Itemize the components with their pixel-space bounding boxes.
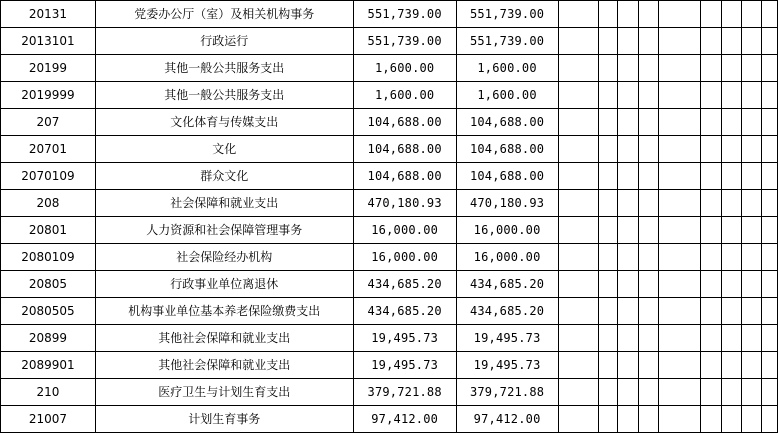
empty-cell bbox=[742, 82, 762, 109]
empty-cell bbox=[761, 352, 777, 379]
empty-cell bbox=[599, 55, 618, 82]
function-name-cell: 党委办公厅（室）及相关机构事务 bbox=[95, 1, 353, 28]
function-code-cell: 2089901 bbox=[1, 352, 96, 379]
empty-cell bbox=[742, 298, 762, 325]
empty-cell bbox=[659, 82, 701, 109]
function-name-cell: 计划生育事务 bbox=[95, 406, 353, 433]
empty-cell bbox=[722, 352, 742, 379]
empty-cell bbox=[558, 1, 599, 28]
empty-cell bbox=[639, 352, 659, 379]
total-amount-cell: 470,180.93 bbox=[353, 190, 456, 217]
function-name-cell: 文化 bbox=[95, 136, 353, 163]
empty-cell bbox=[599, 109, 618, 136]
empty-cell bbox=[701, 28, 722, 55]
total-amount-cell: 16,000.00 bbox=[353, 217, 456, 244]
empty-cell bbox=[761, 136, 777, 163]
empty-cell bbox=[659, 163, 701, 190]
function-name-cell: 医疗卫生与计划生育支出 bbox=[95, 379, 353, 406]
empty-cell bbox=[742, 325, 762, 352]
table-row bbox=[1, 55, 778, 82]
empty-cell bbox=[618, 406, 639, 433]
empty-cell bbox=[722, 1, 742, 28]
empty-cell bbox=[639, 82, 659, 109]
empty-cell bbox=[659, 271, 701, 298]
function-name-cell: 其他一般公共服务支出 bbox=[95, 55, 353, 82]
empty-cell bbox=[722, 271, 742, 298]
empty-cell bbox=[659, 217, 701, 244]
empty-cell bbox=[742, 352, 762, 379]
basic-expenditure-cell: 434,685.20 bbox=[456, 271, 558, 298]
empty-cell bbox=[742, 28, 762, 55]
empty-cell bbox=[558, 190, 599, 217]
empty-cell bbox=[742, 136, 762, 163]
basic-expenditure-cell: 16,000.00 bbox=[456, 244, 558, 271]
table-row bbox=[1, 298, 778, 325]
empty-cell bbox=[742, 1, 762, 28]
basic-expenditure-cell: 434,685.20 bbox=[456, 298, 558, 325]
empty-cell bbox=[701, 244, 722, 271]
empty-cell bbox=[701, 352, 722, 379]
function-code-cell: 20199 bbox=[1, 55, 96, 82]
table-row bbox=[1, 406, 778, 433]
empty-cell bbox=[618, 244, 639, 271]
empty-cell bbox=[742, 163, 762, 190]
empty-cell bbox=[761, 190, 777, 217]
table-row bbox=[1, 244, 778, 271]
basic-expenditure-cell: 1,600.00 bbox=[456, 82, 558, 109]
function-code-cell: 20131 bbox=[1, 1, 96, 28]
basic-expenditure-cell: 16,000.00 bbox=[456, 217, 558, 244]
table-row bbox=[1, 109, 778, 136]
table-row bbox=[1, 28, 778, 55]
function-code-cell: 2080505 bbox=[1, 298, 96, 325]
function-code-cell: 207 bbox=[1, 109, 96, 136]
basic-expenditure-cell: 551,739.00 bbox=[456, 28, 558, 55]
total-amount-cell: 434,685.20 bbox=[353, 271, 456, 298]
empty-cell bbox=[742, 271, 762, 298]
empty-cell bbox=[742, 379, 762, 406]
function-name-cell: 行政运行 bbox=[95, 28, 353, 55]
function-code-cell: 208 bbox=[1, 190, 96, 217]
function-name-cell: 行政事业单位离退休 bbox=[95, 271, 353, 298]
empty-cell bbox=[742, 190, 762, 217]
function-code-cell: 20801 bbox=[1, 217, 96, 244]
empty-cell bbox=[659, 28, 701, 55]
empty-cell bbox=[618, 109, 639, 136]
empty-cell bbox=[701, 271, 722, 298]
empty-cell bbox=[618, 136, 639, 163]
total-amount-cell: 379,721.88 bbox=[353, 379, 456, 406]
empty-cell bbox=[701, 163, 722, 190]
empty-cell bbox=[599, 217, 618, 244]
table-row bbox=[1, 163, 778, 190]
empty-cell bbox=[618, 163, 639, 190]
table-row bbox=[1, 82, 778, 109]
empty-cell bbox=[618, 1, 639, 28]
empty-cell bbox=[558, 28, 599, 55]
basic-expenditure-cell: 551,739.00 bbox=[456, 1, 558, 28]
empty-cell bbox=[701, 109, 722, 136]
basic-expenditure-cell: 104,688.00 bbox=[456, 136, 558, 163]
function-name-cell: 社会保险经办机构 bbox=[95, 244, 353, 271]
empty-cell bbox=[701, 325, 722, 352]
empty-cell bbox=[618, 271, 639, 298]
empty-cell bbox=[701, 190, 722, 217]
function-name-cell: 社会保障和就业支出 bbox=[95, 190, 353, 217]
empty-cell bbox=[701, 55, 722, 82]
function-code-cell: 210 bbox=[1, 379, 96, 406]
empty-cell bbox=[558, 325, 599, 352]
empty-cell bbox=[599, 136, 618, 163]
table-row bbox=[1, 271, 778, 298]
empty-cell bbox=[618, 298, 639, 325]
empty-cell bbox=[659, 298, 701, 325]
empty-cell bbox=[618, 190, 639, 217]
empty-cell bbox=[618, 352, 639, 379]
function-name-cell: 其他社会保障和就业支出 bbox=[95, 352, 353, 379]
empty-cell bbox=[639, 28, 659, 55]
empty-cell bbox=[659, 55, 701, 82]
empty-cell bbox=[558, 352, 599, 379]
function-name-cell: 机构事业单位基本养老保险缴费支出 bbox=[95, 298, 353, 325]
empty-cell bbox=[701, 379, 722, 406]
function-code-cell: 21007 bbox=[1, 406, 96, 433]
empty-cell bbox=[722, 325, 742, 352]
total-amount-cell: 19,495.73 bbox=[353, 325, 456, 352]
empty-cell bbox=[761, 379, 777, 406]
empty-cell bbox=[701, 136, 722, 163]
empty-cell bbox=[558, 244, 599, 271]
table-row bbox=[1, 190, 778, 217]
empty-cell bbox=[599, 82, 618, 109]
total-amount-cell: 551,739.00 bbox=[353, 1, 456, 28]
basic-expenditure-cell: 470,180.93 bbox=[456, 190, 558, 217]
empty-cell bbox=[761, 244, 777, 271]
empty-cell bbox=[722, 379, 742, 406]
empty-cell bbox=[599, 352, 618, 379]
empty-cell bbox=[659, 325, 701, 352]
basic-expenditure-cell: 97,412.00 bbox=[456, 406, 558, 433]
empty-cell bbox=[761, 217, 777, 244]
function-code-cell: 2080109 bbox=[1, 244, 96, 271]
empty-cell bbox=[722, 55, 742, 82]
empty-cell bbox=[558, 55, 599, 82]
empty-cell bbox=[618, 28, 639, 55]
empty-cell bbox=[599, 163, 618, 190]
empty-cell bbox=[701, 1, 722, 28]
table-row bbox=[1, 1, 778, 28]
function-name-cell: 群众文化 bbox=[95, 163, 353, 190]
empty-cell bbox=[761, 406, 777, 433]
empty-cell bbox=[599, 244, 618, 271]
basic-expenditure-cell: 19,495.73 bbox=[456, 325, 558, 352]
total-amount-cell: 19,495.73 bbox=[353, 352, 456, 379]
empty-cell bbox=[659, 406, 701, 433]
table-row bbox=[1, 325, 778, 352]
total-amount-cell: 1,600.00 bbox=[353, 55, 456, 82]
empty-cell bbox=[599, 379, 618, 406]
empty-cell bbox=[701, 298, 722, 325]
empty-cell bbox=[722, 298, 742, 325]
empty-cell bbox=[761, 28, 777, 55]
basic-expenditure-cell: 104,688.00 bbox=[456, 109, 558, 136]
empty-cell bbox=[618, 82, 639, 109]
empty-cell bbox=[599, 271, 618, 298]
empty-cell bbox=[742, 406, 762, 433]
empty-cell bbox=[761, 55, 777, 82]
empty-cell bbox=[639, 55, 659, 82]
empty-cell bbox=[558, 217, 599, 244]
empty-cell bbox=[742, 109, 762, 136]
empty-cell bbox=[618, 325, 639, 352]
empty-cell bbox=[659, 1, 701, 28]
total-amount-cell: 104,688.00 bbox=[353, 163, 456, 190]
function-code-cell: 20805 bbox=[1, 271, 96, 298]
total-amount-cell: 97,412.00 bbox=[353, 406, 456, 433]
empty-cell bbox=[761, 163, 777, 190]
empty-cell bbox=[599, 190, 618, 217]
empty-cell bbox=[742, 217, 762, 244]
empty-cell bbox=[761, 298, 777, 325]
empty-cell bbox=[659, 109, 701, 136]
empty-cell bbox=[722, 190, 742, 217]
empty-cell bbox=[722, 217, 742, 244]
empty-cell bbox=[659, 136, 701, 163]
function-code-cell: 20899 bbox=[1, 325, 96, 352]
function-code-cell: 2019999 bbox=[1, 82, 96, 109]
empty-cell bbox=[639, 298, 659, 325]
empty-cell bbox=[701, 217, 722, 244]
empty-cell bbox=[761, 325, 777, 352]
empty-cell bbox=[639, 379, 659, 406]
empty-cell bbox=[701, 82, 722, 109]
empty-cell bbox=[639, 217, 659, 244]
function-name-cell: 文化体育与传媒支出 bbox=[95, 109, 353, 136]
empty-cell bbox=[639, 190, 659, 217]
function-name-cell: 其他一般公共服务支出 bbox=[95, 82, 353, 109]
empty-cell bbox=[599, 325, 618, 352]
total-amount-cell: 551,739.00 bbox=[353, 28, 456, 55]
empty-cell bbox=[659, 190, 701, 217]
empty-cell bbox=[761, 82, 777, 109]
basic-expenditure-cell: 104,688.00 bbox=[456, 163, 558, 190]
basic-expenditure-cell: 379,721.88 bbox=[456, 379, 558, 406]
function-code-cell: 2013101 bbox=[1, 28, 96, 55]
empty-cell bbox=[701, 406, 722, 433]
empty-cell bbox=[722, 406, 742, 433]
empty-cell bbox=[618, 379, 639, 406]
empty-cell bbox=[722, 163, 742, 190]
function-name-cell: 其他社会保障和就业支出 bbox=[95, 325, 353, 352]
basic-expenditure-cell: 1,600.00 bbox=[456, 55, 558, 82]
empty-cell bbox=[722, 28, 742, 55]
empty-cell bbox=[659, 352, 701, 379]
empty-cell bbox=[558, 271, 599, 298]
empty-cell bbox=[639, 244, 659, 271]
empty-cell bbox=[639, 1, 659, 28]
total-amount-cell: 104,688.00 bbox=[353, 109, 456, 136]
empty-cell bbox=[599, 406, 618, 433]
table-row bbox=[1, 379, 778, 406]
empty-cell bbox=[558, 379, 599, 406]
empty-cell bbox=[722, 82, 742, 109]
empty-cell bbox=[722, 244, 742, 271]
empty-cell bbox=[659, 379, 701, 406]
empty-cell bbox=[742, 55, 762, 82]
function-code-cell: 2070109 bbox=[1, 163, 96, 190]
total-amount-cell: 1,600.00 bbox=[353, 82, 456, 109]
total-amount-cell: 434,685.20 bbox=[353, 298, 456, 325]
empty-cell bbox=[558, 136, 599, 163]
empty-cell bbox=[599, 1, 618, 28]
table-row bbox=[1, 217, 778, 244]
empty-cell bbox=[558, 406, 599, 433]
empty-cell bbox=[659, 244, 701, 271]
table-row bbox=[1, 136, 778, 163]
empty-cell bbox=[761, 109, 777, 136]
empty-cell bbox=[618, 55, 639, 82]
function-name-cell: 人力资源和社会保障管理事务 bbox=[95, 217, 353, 244]
total-amount-cell: 16,000.00 bbox=[353, 244, 456, 271]
empty-cell bbox=[558, 163, 599, 190]
empty-cell bbox=[639, 136, 659, 163]
empty-cell bbox=[639, 109, 659, 136]
empty-cell bbox=[722, 109, 742, 136]
basic-expenditure-cell: 19,495.73 bbox=[456, 352, 558, 379]
total-amount-cell: 104,688.00 bbox=[353, 136, 456, 163]
empty-cell bbox=[599, 28, 618, 55]
empty-cell bbox=[599, 298, 618, 325]
empty-cell bbox=[639, 406, 659, 433]
function-code-cell: 20701 bbox=[1, 136, 96, 163]
empty-cell bbox=[639, 163, 659, 190]
empty-cell bbox=[722, 136, 742, 163]
empty-cell bbox=[558, 82, 599, 109]
empty-cell bbox=[742, 244, 762, 271]
empty-cell bbox=[761, 271, 777, 298]
table-row bbox=[1, 352, 778, 379]
empty-cell bbox=[558, 298, 599, 325]
empty-cell bbox=[761, 1, 777, 28]
empty-cell bbox=[639, 271, 659, 298]
empty-cell bbox=[639, 325, 659, 352]
empty-cell bbox=[618, 217, 639, 244]
empty-cell bbox=[558, 109, 599, 136]
